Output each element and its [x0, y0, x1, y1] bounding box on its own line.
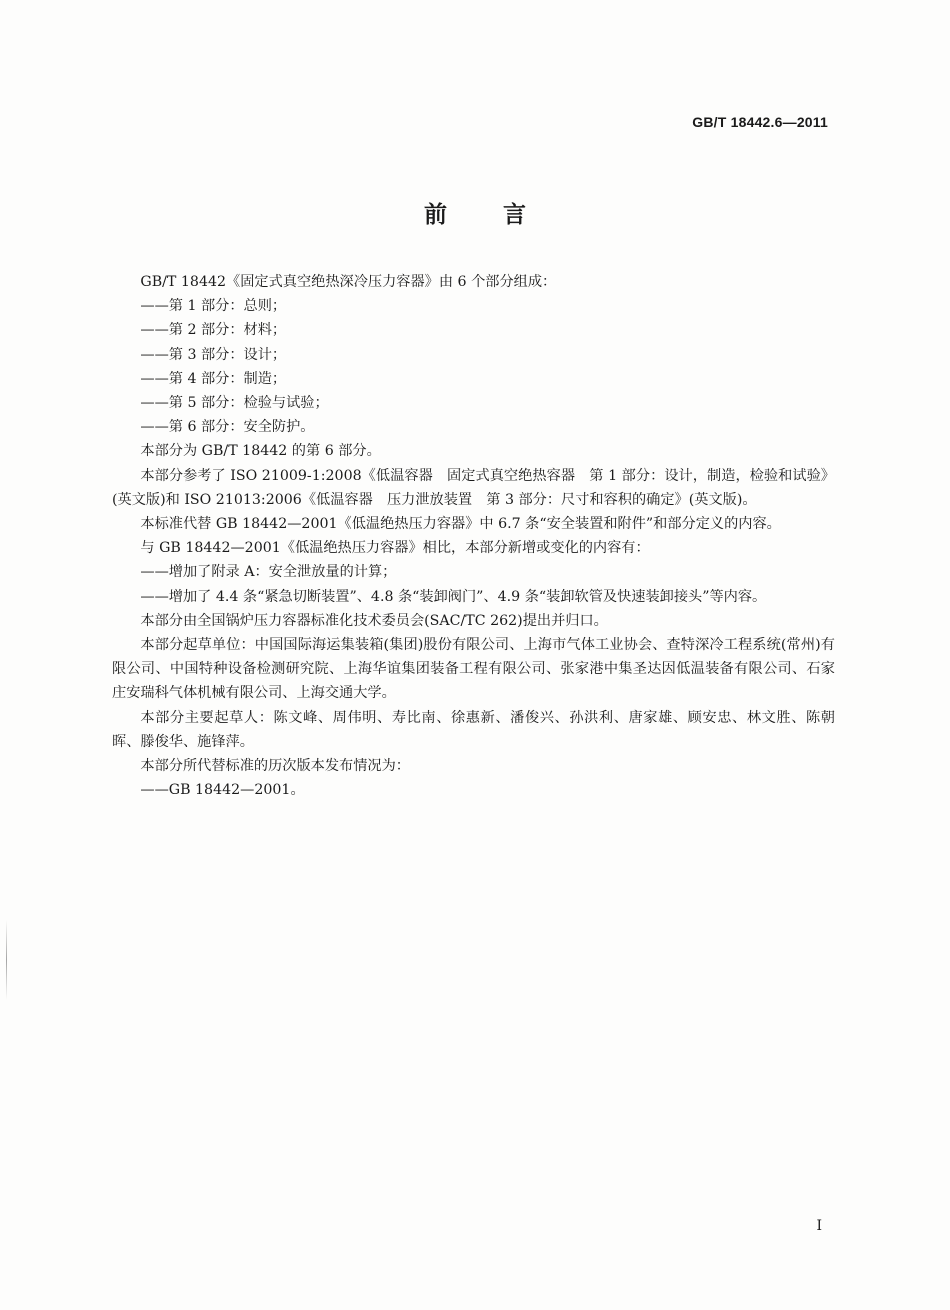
paragraph-this-part: 本部分为 GB/T 18442 的第 6 部分。	[140, 443, 381, 460]
foreword-body	[112, 270, 835, 802]
paragraph-references: 本部分参考了 ISO 21009-1:2008《低温容器 固定式真空绝热容器 第 1 部分：设计，制造，检验和试验》(英文版)和 ISO 21013:2006《低温容器 压力泄放装置 第 3 部分：尺寸和容积的确定》(英文版)。	[112, 467, 835, 508]
list-item-part-5: ——第 5 部分：检验与试验；	[140, 395, 329, 412]
page-number: I	[816, 1218, 822, 1234]
list-item-history-1: ——GB 18442—2001。	[140, 782, 305, 799]
paragraph-intro: GB/T 18442《固定式真空绝热深冷压力容器》由 6 个部分组成：	[140, 274, 557, 290]
list-item-part-6: ——第 6 部分：安全防护。	[140, 419, 315, 436]
list-item-change-2: ——增加了 4.4 条“紧急切断装置”、4.8 条“装卸阀门”、4.9 条“装卸软管及快速装卸接头”等内容。	[140, 588, 767, 605]
paragraph-proposer: 本部分由全国锅炉压力容器标准化技术委员会(SAC/TC 262)提出并归口。	[140, 612, 608, 629]
standard-code: GB/T 18442.6—2011	[692, 114, 828, 130]
paragraph-changes: 与 GB 18442—2001《低温绝热压力容器》相比，本部分新增或变化的内容有：	[140, 540, 650, 557]
paragraph-history: 本部分所代替标准的历次版本发布情况为：	[140, 758, 410, 775]
list-item-change-1: ——增加了附录 A：安全泄放量的计算；	[140, 564, 397, 581]
title-char-2: 言	[503, 202, 526, 228]
paragraph-replaces: 本标准代替 GB 18442—2001《低温绝热压力容器》中 6.7 条“安全装置和附件”和部分定义的内容。	[140, 516, 781, 533]
title-char-1: 前	[424, 202, 447, 228]
page-title	[0, 196, 950, 229]
list-item-part-4: ——第 4 部分：制造；	[140, 370, 287, 387]
paragraph-drafters: 本部分主要起草人：陈文峰、周伟明、寿比南、徐惠新、潘俊兴、孙洪利、唐家雄、顾安忠、林文胜、陈朝晖、滕俊华、施锋萍。	[112, 709, 835, 750]
list-item-part-3: ——第 3 部分：设计；	[140, 346, 287, 363]
paragraph-drafting-units: 本部分起草单位：中国国际海运集装箱(集团)股份有限公司、上海市气体工业协会、查特深冷工程系统(常州)有限公司、中国特种设备检测研究院、上海华谊集团装备工程有限公司、张家港中集圣达因低温装备有限公司、石家庄安瑞科气体机械有限公司、上海交通大学。	[112, 637, 835, 702]
list-item-part-1: ——第 1 部分：总则；	[140, 298, 287, 315]
scan-edge-mark	[6, 920, 7, 1000]
list-item-part-2: ——第 2 部分：材料；	[140, 322, 287, 339]
